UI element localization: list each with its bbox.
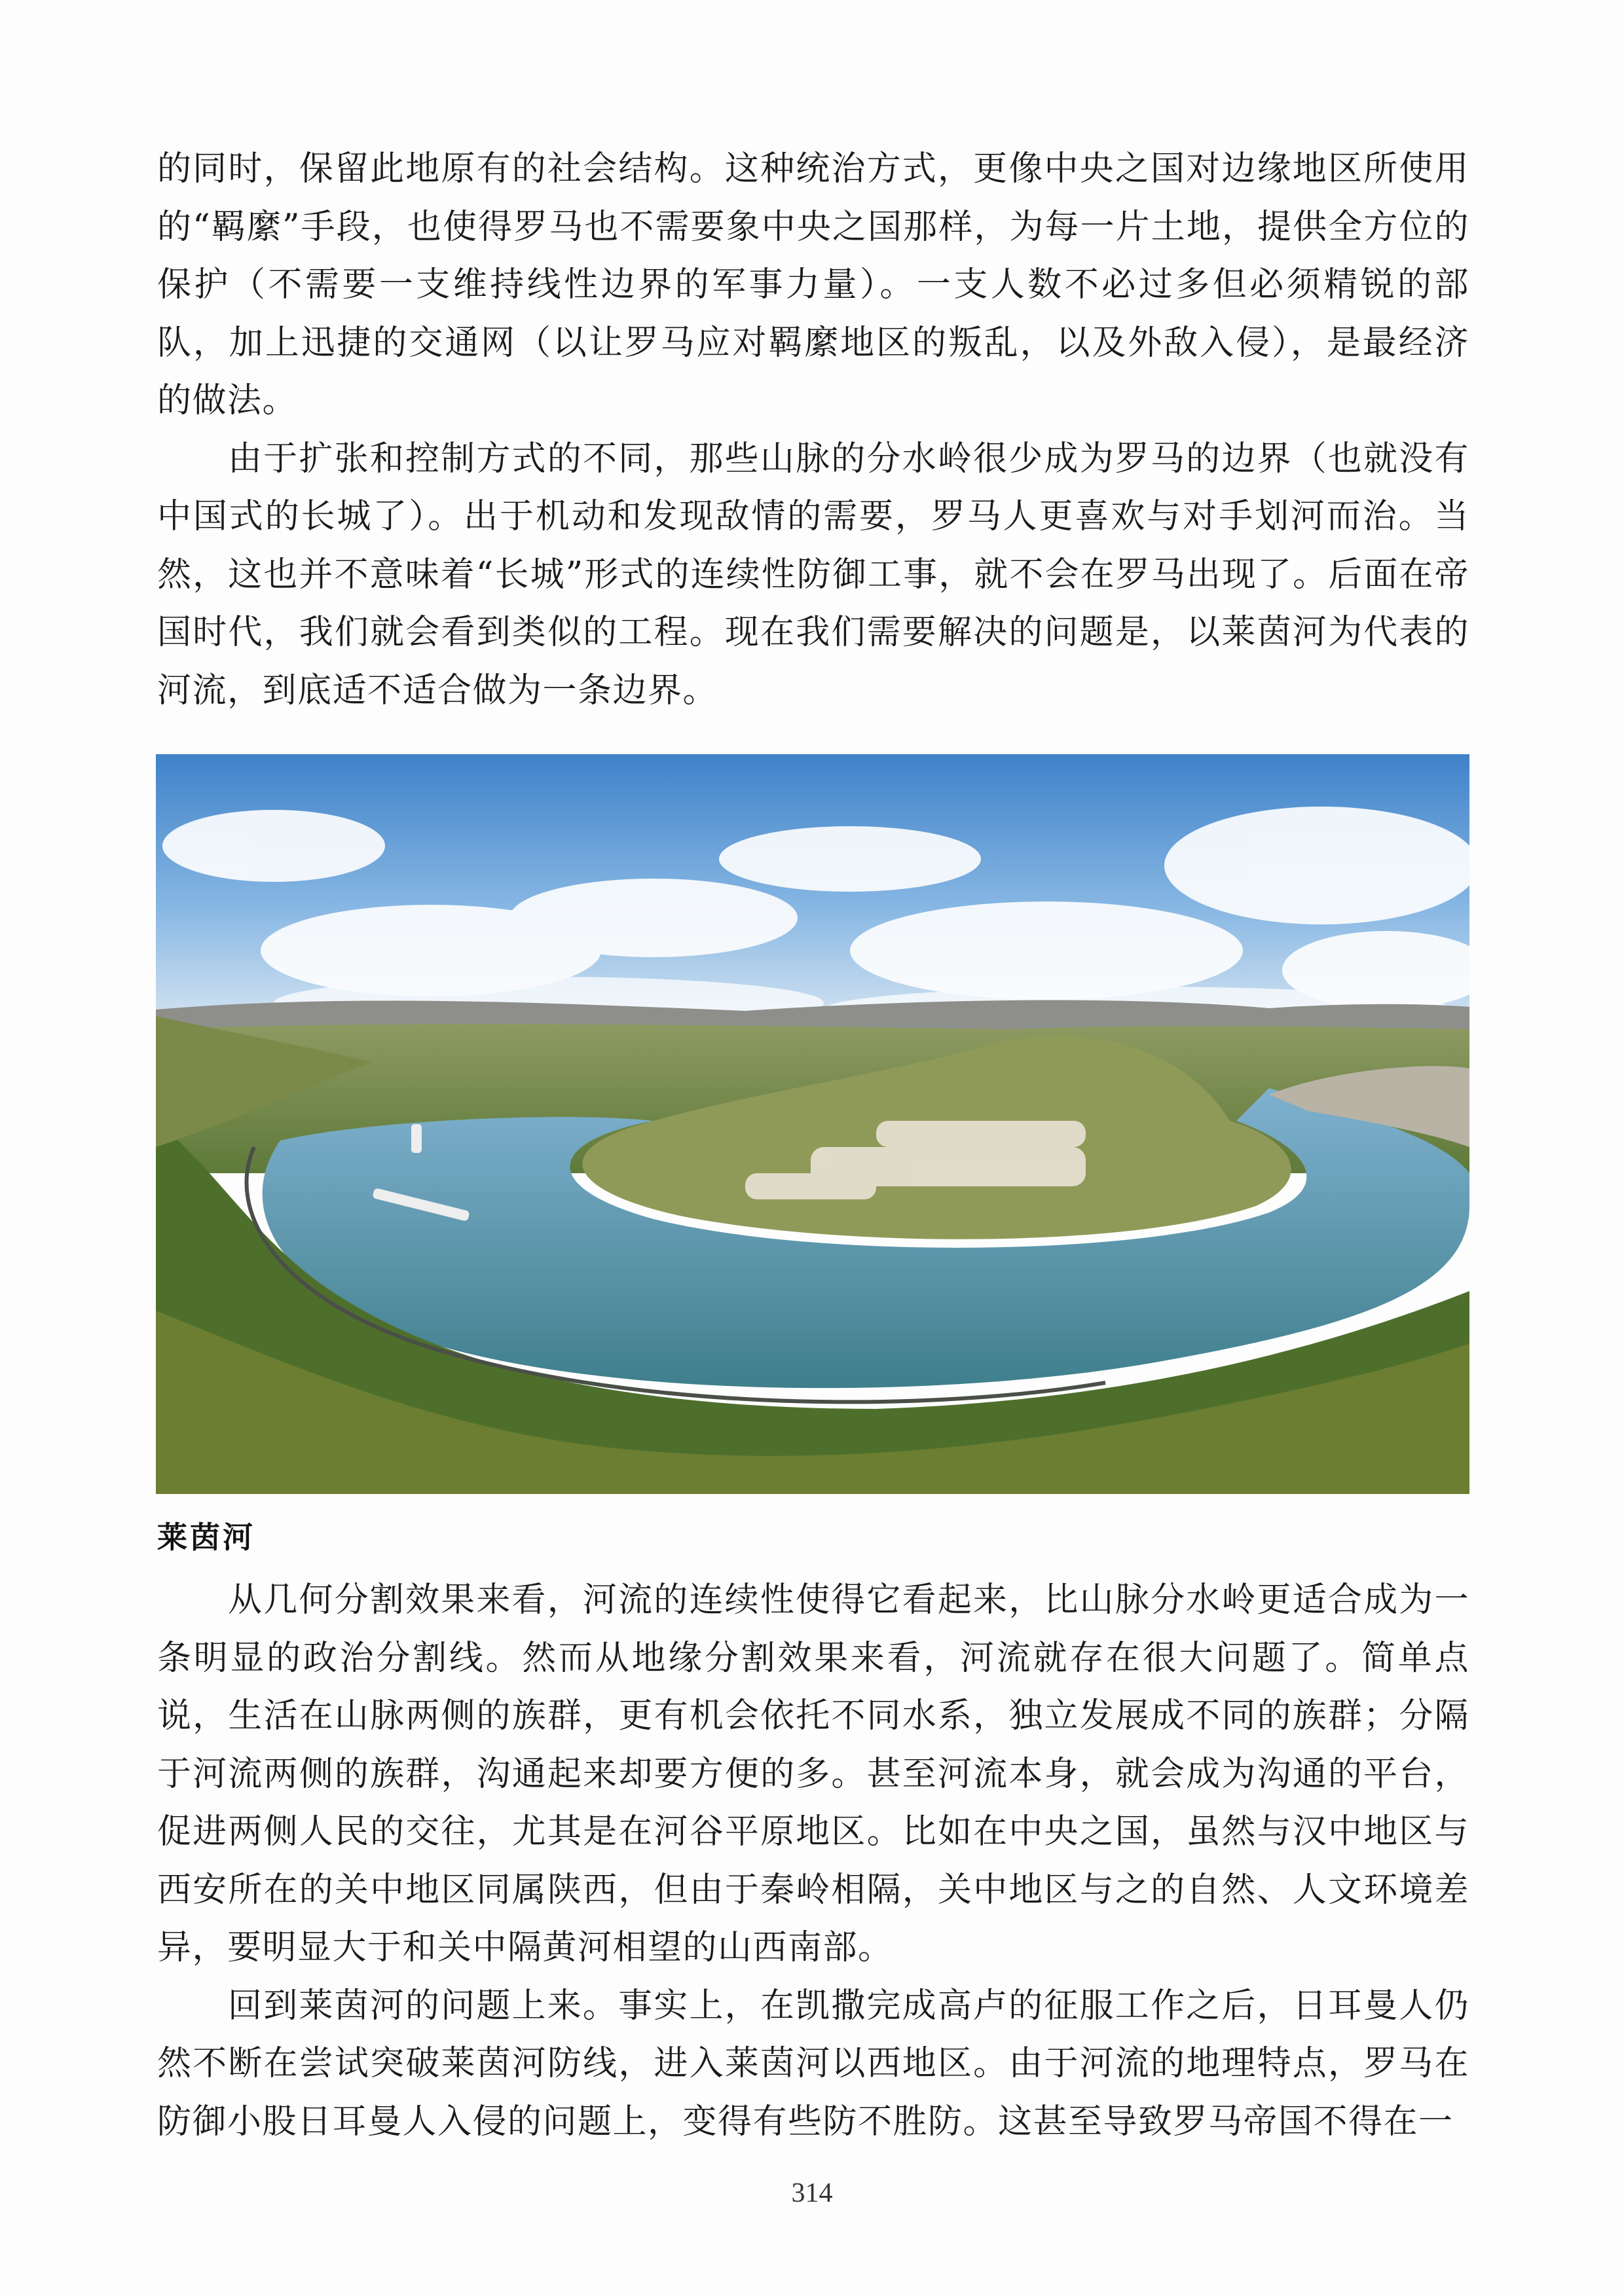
- rhine-river-photo: [156, 754, 1469, 1494]
- paragraph-geometry: 从几何分割效果来看，河流的连续性使得它看起来，比山脉分水岭更适合成为一条明显的政治分割线。然而从地缘分割效果来看，河流就存在很大问题了。简单点说，生活在山脉两侧的族群，更有机会依托不同水系，独立发展成不同的族群；分隔于河流两侧的族群，沟通起来却要方便的多。甚至河流本身，就会成为沟通的平台，促进两侧人民的交往，尤其是在河谷平原地区。比如在中央之国，虽然与汉中地区与西安所在的关中地区同属陕西，但由于秦岭相隔，关中地区与之的自然、人文环境差异，要明显大于和关中隔黄河相望的山西南部。: [157, 1580, 1469, 1967]
- bottom-text-block: [157, 1571, 1469, 2151]
- paragraph-river-borders: 由于扩张和控制方式的不同，那些山脉的分水岭很少成为罗马的边界（也就没有中国式的长城了）。出于机动和发现敌情的需要，罗马人更喜欢与对手划河而治。当然，这也并不意味着“长城”形式的连续性防御工事，就不会在罗马出现了。后面在帝国时代，我们就会看到类似的工程。现在我们需要解决的问题是，以莱茵河为代表的河流，到底适不适合做为一条边界。: [157, 439, 1469, 710]
- top-text-block: [157, 140, 1469, 720]
- paragraph-continuation: 的同时，保留此地原有的社会结构。这种统治方式，更像中央之国对边缘地区所使用的“羁縻”手段，也使得罗马也不需要象中央之国那样，为每一片土地，提供全方位的保护（不需要一支维持线性边界的军事力量）。一支人数不必过多但必须精锐的部队，加上迅捷的交通网（以让罗马应对羁縻地区的叛乱，以及外敌入侵），是最经济的做法。: [157, 149, 1469, 420]
- paragraph-back-to-rhine: 回到莱茵河的问题上来。事实上，在凯撒完成高卢的征服工作之后，日耳曼人仍然不断在尝试突破莱茵河防线，进入莱茵河以西地区。由于河流的地理特点，罗马在防御小股日耳曼人入侵的问题上，变得有些防不胜防。这甚至导致罗马帝国不得在一: [157, 1986, 1469, 2141]
- page-number: 314: [791, 2178, 833, 2208]
- photo-caption: 莱茵河: [157, 1520, 255, 1555]
